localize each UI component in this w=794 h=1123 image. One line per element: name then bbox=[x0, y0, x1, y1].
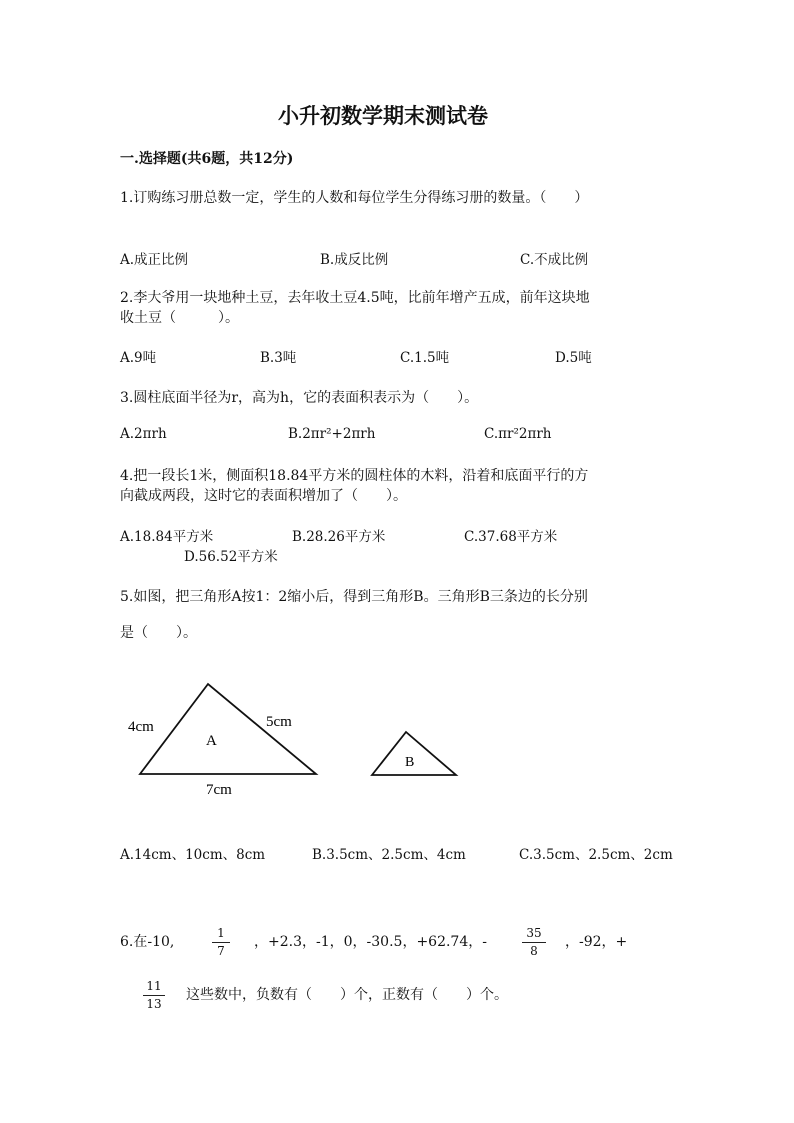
q5-option-b: B.3.5cm、2.5cm、4cm bbox=[312, 847, 466, 863]
question-2-text-line2: 收土豆（ ）。 bbox=[120, 310, 239, 326]
fraction-numerator: 11 bbox=[146, 979, 162, 993]
fraction-1-7 bbox=[212, 926, 230, 959]
q2-option-d: D.5吨 bbox=[555, 350, 592, 366]
fraction-35-8 bbox=[522, 926, 546, 959]
fraction-denominator: 13 bbox=[146, 997, 162, 1011]
page-title: 小升初数学期末测试卷 bbox=[278, 103, 488, 128]
q1-option-b: B.成反比例 bbox=[320, 252, 389, 268]
q4-option-c: C.37.68平方米 bbox=[464, 529, 558, 545]
fraction-numerator: 35 bbox=[526, 926, 542, 940]
question-5-text-line1: 5.如图，把三角形A按1：2缩小后，得到三角形B。三角形B三条边的长分别 bbox=[120, 589, 588, 605]
question-4-text-line2: 向截成两段，这时它的表面积增加了（ ）。 bbox=[120, 488, 407, 504]
q3-option-a: A.2πrh bbox=[120, 426, 167, 442]
triangle-b-label: B bbox=[405, 755, 415, 770]
triangle-a-left-side-label: 4cm bbox=[128, 719, 154, 735]
question-6-text-line2: 这些数中，负数有（ ）个，正数有（ ）个。 bbox=[186, 987, 508, 1003]
question-5-text-line2: 是（ ）。 bbox=[120, 625, 197, 641]
q5-option-c: C.3.5cm、2.5cm、2cm bbox=[519, 847, 673, 863]
fraction-denominator: 8 bbox=[530, 944, 538, 958]
question-6-suffix: ，-92，+ bbox=[565, 934, 628, 950]
triangle-a-right-side-label: 5cm bbox=[266, 714, 292, 730]
q4-option-a: A.18.84平方米 bbox=[120, 529, 214, 545]
question-6-prefix: 6.在-10, bbox=[120, 934, 175, 950]
q3-option-b: B.2πr²+2πrh bbox=[288, 426, 376, 442]
fraction-numerator: 1 bbox=[217, 926, 225, 940]
q1-option-a: A.成正比例 bbox=[120, 252, 189, 268]
triangle-a-bottom-side-label: 7cm bbox=[206, 782, 232, 798]
q2-option-c: C.1.5吨 bbox=[400, 350, 450, 366]
q4-option-b: B.28.26平方米 bbox=[292, 529, 386, 545]
triangle-a-label: A bbox=[206, 733, 217, 749]
question-4-text-line1: 4.把一段长1米，侧面积18.84平方米的圆柱体的木料，沿着和底面平行的方 bbox=[120, 468, 589, 484]
question-3-text: 3.圆柱底面半径为r，高为h，它的表面积表示为（ ）。 bbox=[120, 390, 479, 406]
question-2-text-line1: 2.李大爷用一块地种土豆，去年收土豆4.5吨，比前年增产五成，前年这块地 bbox=[120, 290, 590, 306]
q1-option-c: C.不成比例 bbox=[520, 252, 589, 268]
q5-option-a: A.14cm、10cm、8cm bbox=[120, 847, 266, 863]
q2-option-a: A.9吨 bbox=[120, 350, 157, 366]
q2-option-b: B.3吨 bbox=[260, 350, 297, 366]
fraction-11-13 bbox=[143, 979, 165, 1012]
q3-option-c: C.πr²2πrh bbox=[484, 426, 552, 442]
q4-option-d: D.56.52平方米 bbox=[184, 549, 278, 565]
question-6-middle: ，+2.3，-1，0，-30.5，+62.74，- bbox=[254, 934, 487, 950]
fraction-denominator: 7 bbox=[217, 944, 225, 958]
question-1-text: 1.订购练习册总数一定，学生的人数和每位学生分得练习册的数量。（ ） bbox=[120, 190, 589, 206]
section-heading: 一.选择题(共6题，共12分) bbox=[120, 151, 294, 167]
triangles-figure bbox=[120, 672, 480, 807]
